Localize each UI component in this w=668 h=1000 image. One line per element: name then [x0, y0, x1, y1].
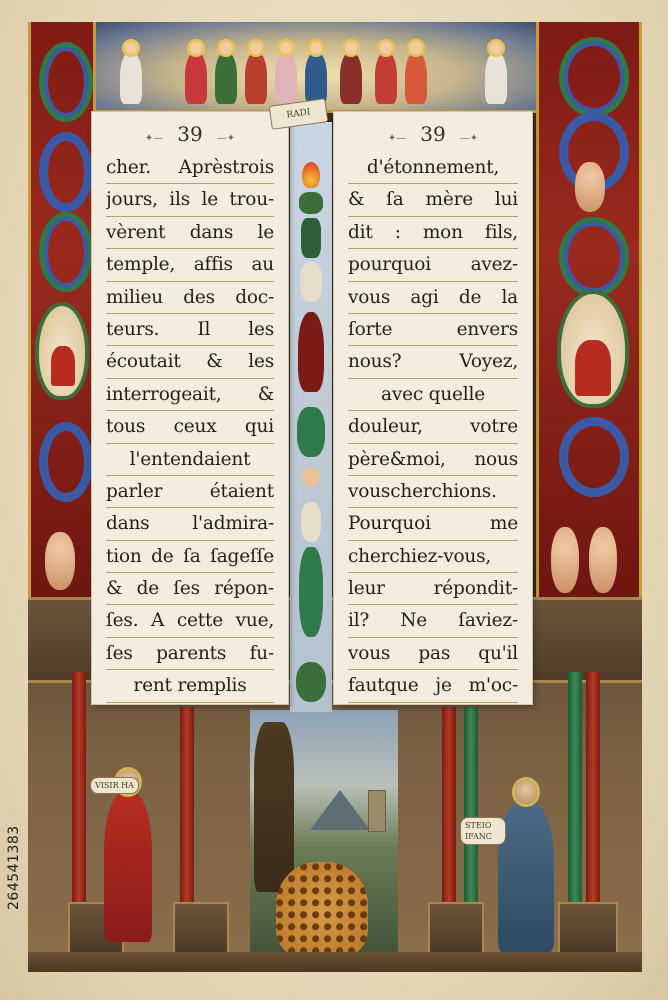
fleuron-icon: ✦—: [144, 133, 164, 144]
text-line: teurs. Il les: [106, 314, 274, 346]
text-line: ſorte envers: [348, 314, 518, 346]
candelabra-column: [290, 122, 332, 712]
left-page: [92, 112, 288, 704]
christ-medallion: [557, 290, 629, 408]
christ-figure: [575, 340, 611, 396]
text-block-left: [106, 152, 274, 703]
acanthus-scroll: [559, 217, 629, 297]
stone-floor: [28, 952, 642, 972]
putto-figure: [575, 162, 605, 212]
left-ornamental-border: [28, 22, 96, 597]
stock-id-watermark: 264541383: [6, 825, 22, 910]
text-line: avec quelle: [348, 379, 518, 411]
right-page: [334, 112, 532, 704]
page-number-text: 39: [420, 122, 446, 146]
angel-figure: [305, 52, 327, 104]
text-line: Pourquoi me: [348, 508, 518, 540]
text-line: jours, ils le trou-: [106, 184, 274, 216]
text-line: cher. Aprèstrois: [106, 152, 274, 184]
text-line: fautque je m'oc-: [348, 670, 518, 702]
angel-figure: [120, 52, 142, 104]
leaf-ornament: [297, 407, 325, 457]
column-pedestal: [173, 902, 229, 956]
text-line: d'étonnement,: [348, 152, 518, 184]
text-line: parler étaient: [106, 476, 274, 508]
vase-ornament: [301, 502, 321, 542]
vase-ornament: [300, 262, 322, 302]
flame-icon: [302, 162, 320, 188]
text-line: douleur, votre: [348, 411, 518, 443]
scroll-banner-left: VISIR HA: [90, 777, 139, 794]
text-block-right: [348, 152, 518, 703]
fleuron-icon: ✦—: [387, 133, 407, 144]
text-line: temple, affis au: [106, 249, 274, 281]
angel-figure: [245, 52, 267, 104]
apostle-figure-left: [104, 792, 152, 942]
text-line: rent remplis: [106, 670, 274, 702]
text-line: ſes parents fu-: [106, 638, 274, 670]
red-pillar: [72, 672, 86, 902]
angel-figure: [275, 52, 297, 104]
text-line: père&moi, nous: [348, 444, 518, 476]
top-banner-scroll: RADI: [269, 98, 329, 130]
column-pedestal: [428, 902, 484, 956]
text-line: vous agi de la: [348, 282, 518, 314]
green-pillar: [568, 672, 582, 902]
text-line: & ſa mère lui: [348, 184, 518, 216]
acanthus-scroll: [559, 37, 629, 117]
angel-figure: [215, 52, 237, 104]
text-line: il? Ne ſaviez-: [348, 605, 518, 637]
text-line: l'entendaient: [106, 444, 274, 476]
green-pillar: [464, 707, 478, 907]
text-line: dit : mon fils,: [348, 217, 518, 249]
column-pedestal: [558, 902, 618, 956]
castle-tower: [368, 790, 386, 832]
acanthus-scroll: [39, 132, 93, 212]
text-line: tous ceux qui: [106, 411, 274, 443]
page-number-text: 39: [177, 122, 203, 146]
right-ornamental-border: [536, 22, 642, 597]
angel-figure: [185, 52, 207, 104]
scroll-banner-right: STEIO IFANC: [460, 817, 506, 845]
apostle-head: [515, 780, 537, 804]
putto-figure: [45, 532, 75, 590]
fleuron-icon: —✦: [459, 133, 479, 144]
text-line: pourquoi avez-: [348, 249, 518, 281]
text-line: vouscherchions.: [348, 476, 518, 508]
red-pillar: [442, 707, 456, 907]
saint-figure: [51, 346, 75, 386]
cherub-head-icon: [302, 467, 320, 487]
text-line: nous? Voyez,: [348, 346, 518, 378]
text-line: dans l'admira-: [106, 508, 274, 540]
mountain: [310, 790, 370, 830]
page-number-left: [92, 112, 288, 152]
putto-figure: [589, 527, 617, 593]
red-pillar: [586, 672, 600, 902]
text-line: cherchiez-vous,: [348, 541, 518, 573]
mask-ornament: [296, 662, 326, 702]
acanthus-scroll: [39, 42, 93, 122]
text-line: tion de ſa ſageſſe: [106, 541, 274, 573]
angel-figure: [485, 52, 507, 104]
text-line: ſes. A cette vue,: [106, 605, 274, 637]
apostle-figure-right: [498, 802, 554, 952]
leaf-ornament: [301, 218, 321, 258]
leopard-figure: [276, 862, 368, 958]
text-line: interrogeait, &: [106, 379, 274, 411]
angel-figure: [405, 52, 427, 104]
text-line: vous pas qu'il: [348, 638, 518, 670]
text-line: vèrent dans le: [106, 217, 274, 249]
page-number-right: [334, 112, 532, 152]
vase-ornament: [299, 192, 323, 214]
red-pillar: [180, 707, 194, 907]
leaf-ornament: [299, 547, 323, 637]
putto-figure: [551, 527, 579, 593]
text-line: & de ſes répon-: [106, 573, 274, 605]
amphora-ornament: [298, 312, 324, 392]
text-line: écoutait & les: [106, 346, 274, 378]
acanthus-scroll: [39, 422, 93, 502]
angel-figure: [340, 52, 362, 104]
fleuron-icon: —✦: [216, 133, 236, 144]
angel-figure: [375, 52, 397, 104]
text-line: milieu des doc-: [106, 282, 274, 314]
saint-medallion: [35, 302, 89, 400]
acanthus-scroll: [39, 212, 93, 292]
illuminated-frame: [28, 22, 642, 972]
text-line: leur répondit-: [348, 573, 518, 605]
tree-trunk: [254, 722, 294, 892]
acanthus-scroll: [559, 417, 629, 497]
